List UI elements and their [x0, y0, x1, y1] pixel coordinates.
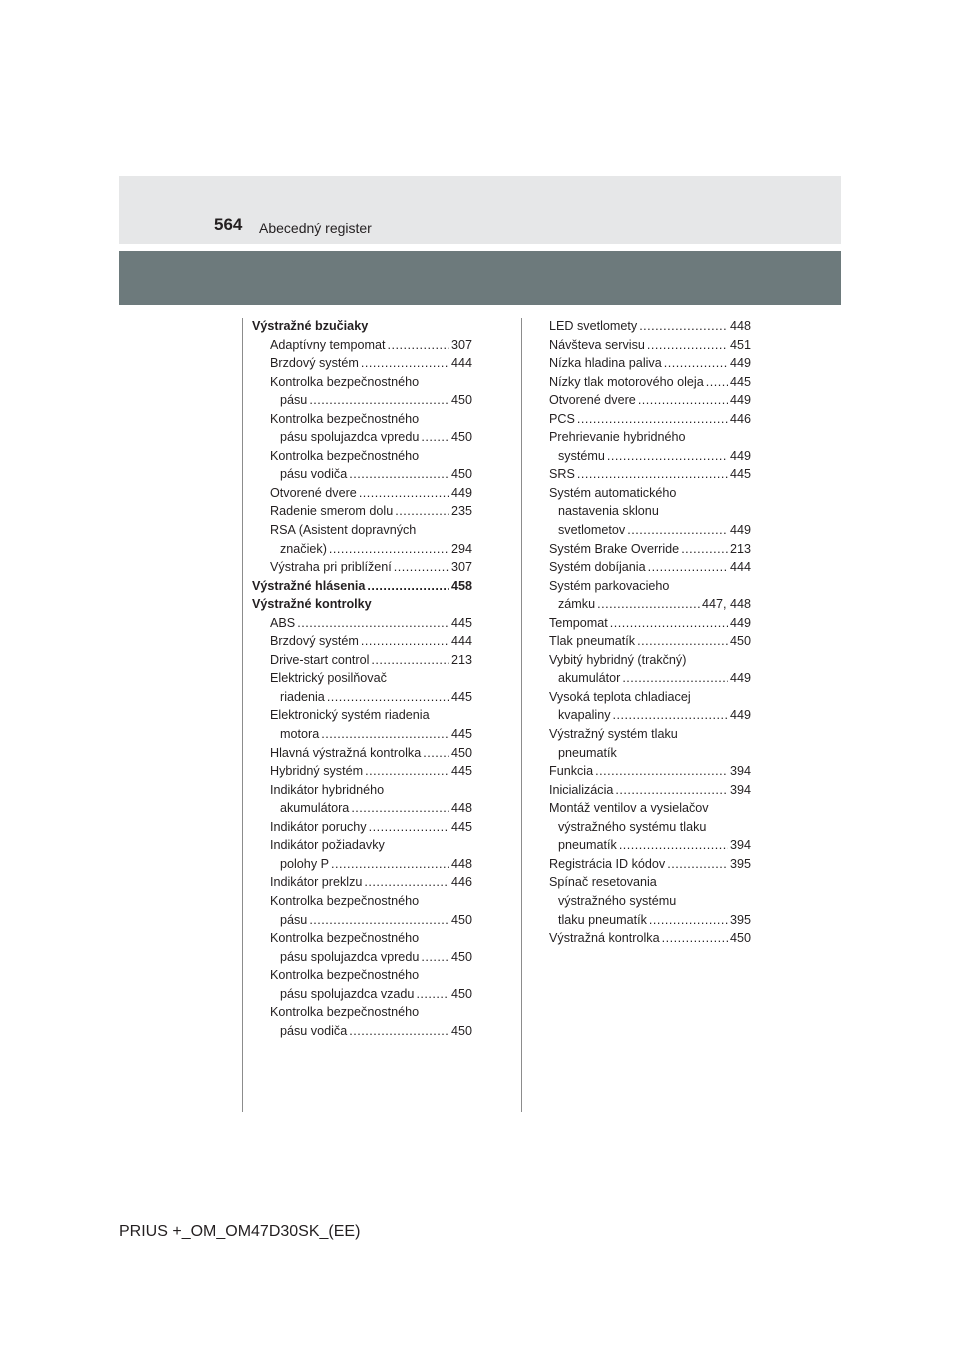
dot-leader — [371, 651, 449, 670]
index-entry-label: Kontrolka bezpečnostného — [270, 893, 420, 908]
index-right-column — [549, 317, 751, 948]
index-entry — [549, 762, 751, 781]
index-entry-page: 449 — [729, 708, 751, 723]
dot-leader — [297, 614, 449, 633]
index-entry — [252, 836, 472, 855]
index-entry-page: 445 — [729, 374, 751, 389]
index-entry — [252, 1003, 472, 1022]
index-entry — [252, 892, 472, 911]
index-entry — [549, 855, 751, 874]
dot-leader — [681, 540, 728, 559]
dot-leader — [349, 1022, 449, 1041]
dot-leader — [388, 336, 449, 355]
index-entry-label: Systém Brake Override — [549, 541, 680, 556]
index-entry-label: riadenia — [280, 689, 325, 704]
index-entry-label: Spínač resetovania — [549, 875, 657, 890]
index-entry-label: Indikátor požiadavky — [270, 838, 385, 853]
index-entry-label: Brzdový systém — [270, 356, 359, 371]
index-entry-page: 450 — [729, 931, 751, 946]
index-entry — [252, 651, 472, 670]
dot-leader — [331, 855, 449, 874]
index-entry-label: Kontrolka bezpečnostného — [270, 931, 420, 946]
index-entry — [549, 391, 751, 410]
index-entry-label: výstražného systému — [558, 893, 677, 908]
index-entry-page: 451 — [729, 337, 751, 352]
dot-leader — [364, 873, 449, 892]
dot-leader — [619, 836, 728, 855]
dot-leader — [329, 540, 449, 559]
index-entry — [252, 632, 472, 651]
dot-leader — [622, 669, 728, 688]
index-entry-label: polohy P — [280, 856, 330, 871]
index-entry — [549, 892, 751, 911]
index-entry — [252, 428, 472, 447]
dot-leader — [359, 484, 449, 503]
index-entry — [252, 484, 472, 503]
index-entry-page: 445 — [450, 615, 472, 630]
index-entry — [252, 447, 472, 466]
dot-leader — [421, 428, 449, 447]
index-entry-page: 394 — [729, 782, 751, 797]
index-entry-label: LED svetlomety — [549, 319, 638, 333]
index-entry-label: značiek) — [280, 541, 327, 556]
index-entry-label: Indikátor hybridného — [270, 782, 385, 797]
index-entry-label: Systém automatického — [549, 485, 677, 500]
index-entry — [549, 799, 751, 818]
index-entry-label: Nízka hladina paliva — [549, 356, 662, 371]
index-entry — [252, 558, 472, 577]
index-entry-page: 445 — [450, 689, 472, 704]
index-entry-page: 448 — [450, 801, 472, 816]
dot-leader — [361, 354, 449, 373]
dot-leader — [595, 762, 728, 781]
index-entry-page: 449 — [729, 356, 751, 371]
index-entry-label: Výstražné bzučiaky — [252, 319, 369, 333]
index-entry — [549, 836, 751, 855]
index-entry-label: Návšteva servisu — [549, 337, 645, 352]
index-entry-page: 450 — [450, 467, 472, 482]
index-entry — [549, 558, 751, 577]
index-entry-page: 445 — [450, 727, 472, 742]
dot-leader — [394, 558, 449, 577]
index-entry-label: akumulátora — [280, 801, 350, 816]
dot-leader — [395, 502, 449, 521]
index-entry-page: 394 — [729, 764, 751, 779]
dot-leader — [577, 410, 728, 429]
dot-leader — [309, 911, 449, 930]
index-entry — [549, 521, 751, 540]
dot-leader — [649, 911, 728, 930]
index-entry — [252, 540, 472, 559]
index-entry — [252, 336, 472, 355]
index-entry-label: zámku — [558, 597, 596, 612]
index-entry — [549, 540, 751, 559]
index-entry-label: PCS — [549, 411, 575, 426]
dot-leader — [610, 614, 728, 633]
dot-leader — [607, 447, 728, 466]
index-entry — [549, 818, 751, 837]
index-entry — [549, 336, 751, 355]
index-entry-page: 448 — [450, 856, 472, 871]
dot-leader — [416, 985, 449, 1004]
dot-leader — [639, 317, 728, 336]
index-entry-label: výstražného systému tlaku — [558, 819, 707, 834]
dot-leader — [365, 762, 449, 781]
index-entry — [549, 706, 751, 725]
index-entry — [549, 577, 751, 596]
index-entry-page: 235 — [450, 504, 472, 519]
index-entry-label: Vybitý hybridný (trakčný) — [549, 652, 687, 667]
index-entry-label: Nízky tlak motorového oleja — [549, 374, 704, 389]
index-entry — [549, 373, 751, 392]
index-entry-label: Radenie smerom dolu — [270, 504, 394, 519]
index-entry-page: 449 — [729, 671, 751, 686]
index-entry-label: svetlometov — [558, 523, 626, 538]
index-entry — [252, 688, 472, 707]
index-entry-label: pásu — [280, 912, 308, 927]
index-entry-label: Hybridný systém — [270, 764, 364, 779]
index-entry-label: Tlak pneumatík — [549, 634, 636, 649]
index-entry — [252, 614, 472, 633]
index-entry-label: Otvorené dvere — [549, 393, 636, 408]
index-entry-page: 445 — [450, 764, 472, 779]
dot-leader — [706, 373, 728, 392]
index-entry-page: 444 — [450, 356, 472, 371]
index-entry — [252, 911, 472, 930]
index-entry — [549, 614, 751, 633]
index-entry-page: 307 — [450, 560, 472, 575]
index-entry-label: Výstražné hlásenia — [252, 578, 366, 593]
dot-leader — [577, 465, 728, 484]
index-entry-label: Inicializácia — [549, 782, 614, 797]
index-entry — [549, 447, 751, 466]
page-number: 564 — [214, 215, 243, 234]
index-entry-label: pneumatík — [558, 838, 617, 853]
dot-leader — [647, 336, 728, 355]
index-entry — [252, 781, 472, 800]
index-entry-page: 444 — [729, 560, 751, 575]
dot-leader — [667, 855, 728, 874]
index-entry-label: Prehrievanie hybridného — [549, 430, 686, 445]
dot-leader — [423, 744, 449, 763]
index-entry — [252, 595, 472, 614]
dot-leader — [648, 558, 728, 577]
section-title: Abecedný register — [259, 220, 372, 236]
index-entry — [252, 929, 472, 948]
index-entry-page: 445 — [450, 819, 472, 834]
right-column-rule — [521, 318, 522, 1112]
index-entry-label: Výstražný systém tlaku — [549, 727, 678, 742]
index-entry-page: 446 — [450, 875, 472, 890]
dot-leader — [421, 948, 449, 967]
index-entry-label: pásu — [280, 393, 308, 408]
index-entry — [252, 502, 472, 521]
dot-leader — [637, 632, 728, 651]
index-entry — [549, 484, 751, 503]
index-entry — [549, 873, 751, 892]
index-entry — [252, 744, 472, 763]
index-entry — [252, 669, 472, 688]
index-entry — [549, 632, 751, 651]
index-entry-page: 307 — [450, 337, 472, 352]
dot-leader — [615, 781, 728, 800]
index-entry — [252, 521, 472, 540]
index-entry-label: Kontrolka bezpečnostného — [270, 968, 420, 983]
index-entry-label: motora — [280, 727, 320, 742]
index-entry-page: 449 — [729, 448, 751, 463]
index-entry-page: 213 — [729, 541, 751, 556]
index-entry-page: 294 — [450, 541, 472, 556]
index-entry — [252, 706, 472, 725]
index-entry-page: 445 — [729, 467, 751, 482]
dot-leader — [361, 632, 449, 651]
dot-leader — [597, 595, 700, 614]
index-entry-page: 450 — [450, 430, 472, 445]
index-entry — [549, 911, 751, 930]
dot-leader — [367, 577, 449, 596]
index-entry-label: pásu vodiča — [280, 467, 348, 482]
index-entry-label: Indikátor preklzu — [270, 875, 363, 890]
index-entry-label: Registrácia ID kódov — [549, 856, 666, 871]
index-entry-page: 450 — [450, 986, 472, 1001]
dot-leader — [351, 799, 449, 818]
index-entry-label: Indikátor poruchy — [270, 819, 367, 834]
index-entry — [252, 762, 472, 781]
index-entry — [252, 410, 472, 429]
index-entry-page: 449 — [729, 393, 751, 408]
index-entry-page: 394 — [729, 838, 751, 853]
index-entry — [252, 948, 472, 967]
index-entry-page: 458 — [450, 578, 472, 593]
index-entry — [252, 317, 472, 336]
index-entry-label: Kontrolka bezpečnostného — [270, 411, 420, 426]
index-entry — [252, 725, 472, 744]
index-entry-label: Brzdový systém — [270, 634, 359, 649]
dot-leader — [613, 706, 728, 725]
index-entry-label: pásu spolujazdca vzadu — [280, 986, 415, 1001]
index-entry — [549, 428, 751, 447]
dot-leader — [327, 688, 449, 707]
index-entry-label: Výstraha pri priblížení — [270, 560, 392, 575]
index-entry — [252, 373, 472, 392]
dot-leader — [309, 391, 449, 410]
index-entry — [252, 855, 472, 874]
dot-leader — [349, 465, 449, 484]
index-entry-label: Kontrolka bezpečnostného — [270, 448, 420, 463]
index-entry — [252, 577, 472, 596]
index-left-column — [252, 317, 472, 1040]
index-entry-label: Systém dobíjania — [549, 560, 646, 575]
index-entry — [549, 410, 751, 429]
dot-leader — [321, 725, 449, 744]
index-entry-page: 450 — [450, 393, 472, 408]
index-entry-label: pásu spolujazdca vpredu — [280, 949, 420, 964]
index-entry-page: 449 — [729, 615, 751, 630]
index-entry — [549, 744, 751, 763]
index-entry — [252, 873, 472, 892]
index-entry-page: 449 — [729, 523, 751, 538]
index-entry-label: Výstražné kontrolky — [252, 597, 372, 612]
index-entry-page: 395 — [729, 856, 751, 871]
index-entry-label: Drive-start control — [270, 652, 370, 667]
index-entry-label: akumulátor — [558, 671, 621, 686]
index-entry-label: Elektrický posilňovač — [270, 671, 387, 686]
index-entry-label: Tempomat — [549, 615, 608, 630]
index-entry-label: Kontrolka bezpečnostného — [270, 1005, 420, 1020]
document-code: PRIUS +_OM_OM47D30SK_(EE) — [119, 1223, 361, 1240]
index-entry-label: Adaptívny tempomat — [270, 337, 386, 352]
index-entry — [549, 651, 751, 670]
index-entry-label: pásu spolujazdca vpredu — [280, 430, 420, 445]
index-entry — [549, 725, 751, 744]
index-entry — [252, 1022, 472, 1041]
index-entry — [549, 465, 751, 484]
index-entry-label: kvapaliny — [558, 708, 611, 723]
index-entry-label: pásu vodiča — [280, 1023, 348, 1038]
index-entry-label: SRS — [549, 467, 575, 482]
index-entry-page: 450 — [729, 634, 751, 649]
index-entry-label: Vysoká teplota chladiacej — [549, 689, 691, 704]
index-entry — [252, 391, 472, 410]
index-entry-label: Výstražná kontrolka — [549, 931, 660, 946]
index-entry-label: nastavenia sklonu — [558, 504, 659, 519]
index-entry — [549, 595, 751, 614]
index-entry — [252, 799, 472, 818]
index-entry — [549, 354, 751, 373]
index-entry-label: pneumatík — [558, 745, 617, 760]
index-entry-label: Systém parkovacieho — [549, 578, 670, 593]
dot-leader — [627, 521, 728, 540]
index-entry-label: Otvorené dvere — [270, 485, 357, 500]
left-column-rule — [242, 318, 243, 1112]
index-entry — [549, 929, 751, 948]
index-entry — [252, 354, 472, 373]
index-entry-page: 449 — [450, 485, 472, 500]
index-entry — [549, 502, 751, 521]
index-entry-label: Kontrolka bezpečnostného — [270, 374, 420, 389]
index-entry — [252, 465, 472, 484]
index-entry-page: 213 — [450, 652, 472, 667]
index-entry — [252, 966, 472, 985]
index-entry — [549, 317, 751, 336]
index-entry-page: 448 — [729, 319, 751, 333]
index-entry-label: Hlavná výstražná kontrolka — [270, 745, 422, 760]
index-entry-page: 446 — [729, 411, 751, 426]
index-entry — [252, 985, 472, 1004]
index-entry-label: RSA (Asistent dopravných — [270, 523, 417, 538]
index-entry-page: 395 — [729, 912, 751, 927]
index-entry — [252, 818, 472, 837]
index-entry — [549, 688, 751, 707]
dot-leader — [664, 354, 728, 373]
index-entry-page: 450 — [450, 745, 472, 760]
index-entry — [549, 669, 751, 688]
index-entry-page: 444 — [450, 634, 472, 649]
index-entry-label: ABS — [270, 615, 296, 630]
index-entry-page: 447, 448 — [701, 597, 751, 612]
index-entry-page: 450 — [450, 1023, 472, 1038]
dot-leader — [369, 818, 449, 837]
index-entry-label: Montáž ventilov a vysielačov — [549, 801, 709, 816]
index-entry-page: 450 — [450, 949, 472, 964]
index-entry-page: 450 — [450, 912, 472, 927]
index-entry-label: Funkcia — [549, 764, 594, 779]
index-entry-label: tlaku pneumatík — [558, 912, 647, 927]
dot-leader — [662, 929, 728, 948]
dot-leader — [638, 391, 728, 410]
index-entry-label: systému — [558, 448, 605, 463]
index-entry — [549, 781, 751, 800]
header-dark-band — [119, 251, 841, 305]
index-entry-label: Elektronický systém riadenia — [270, 708, 430, 723]
